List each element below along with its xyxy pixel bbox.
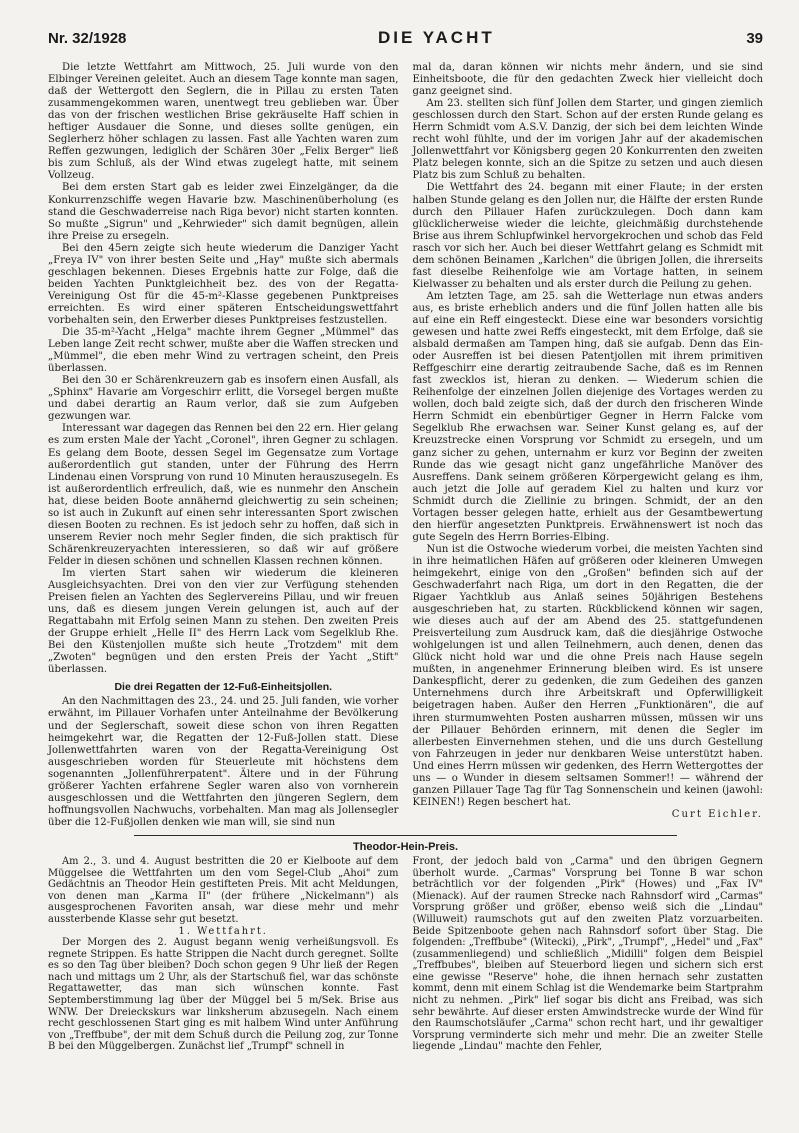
paragraph: Der Morgen des 2. August begann wenig verheißungsvoll. Es regnete Strippen. Es hatte Strippen die Nacht durch geregnet. Sollte es so den Tag über bleiben? Doch schon gegen 9 Uhr ließ der Regen nach und mittags um 2 Uhr, als der Startschuß fiel, war das schönste Regattawetter, das man sich wünschen konnte. Fast Septemberstimmung lag über der Müggel bei 5 m/Sek. Brise aus WNW. Der Dreieckskurs war linksherum abzusegeln. Nach einem recht geschlossenen Start ging es mit halbem Wind unter Anführung von „Treffbube", der mit dem Schuß durch die Peilung zog, zur Tonne B bei den Müggelbergen. Zunächst lief „Trumpf" schnell in — [48, 937, 399, 1053]
page-number: 39 — [746, 30, 763, 47]
paragraph: Die letzte Wettfahrt am Mittwoch, 25. Juli wurde von den Elbinger Vereinen geleitet. Auch an diesem Tage konnte man sagen, daß der Wettergott den Seglern, die in Pillau zu ersten Taten zusammengekommen waren, unentwegt treu geblieben war. Über das von der frischen westlichen Brise gekräuselte Haff schien in heftiger Ausdauer die Sonne, und dieses sollte genügen, ein Seglerherz höher schlagen zu lassen. Fast alle Yachten waren zum Reffen gezwungen, lediglich der Schären 30er „Felix Berger" ließ bis zum Schluß, als der Wind etwas zugelegt hatte, mit seinem Vollzeug. — [48, 62, 399, 182]
jollen-heading: Die drei Regatten der 12-Fuß-Einheitsjollen. — [114, 681, 333, 694]
paragraph: Interessant war dagegen das Rennen bei den 22 ern. Hier gelang es zum ersten Male der Yacht „Coronel", ihren Gegner zu schlagen. Es gelang dem Boote, dessen Segel im Gegensatze zum Vortage außerordentlich gut standen, unter der Führung des Herrn Lindenau einen Vorsprung von rund 10 Minuten herauszusegeln. Es ist außerordentlich erfreulich, daß, wie es nunmehr den Anschein hat, diese beiden Boote annähernd gleichwertig zu sein scheinen; so ist auch in Zukunft auf einen sehr interessanten Sport zwischen diesen Booten zu rechnen. Es ist jedoch sehr zu hoffen, daß sich in unserem Revier noch mehr Segler finden, die sich praktisch für Schärenkreuzeryachten interessieren, so daß wir auf größere Felder in diesen schönen und schnellen Klassen rechnen können. — [48, 423, 399, 567]
paragraph: Bei dem ersten Start gab es leider zwei Einzelgänger, da die Konkurrenzschiffe wegen Havarie bzw. Maschinenüberholung (es stand die Geschwaderreise nach Riga bevor) nicht starten konnten. So mußte „Sigrun" und „Kehrwieder" sich damit begnügen, allein ihre Preise zu ersegeln. — [48, 182, 399, 242]
paragraph: Die Wettfahrt des 24. begann mit einer Flaute; in der ersten halben Stunde gelang es den Jollen nur, die Hälfte der ersten Runde durch den Pillauer Hafen zurückzulegen. Doch dann kam glücklicherweise wieder die leichte, gleichmäßig durchstehende Brise aus ihrem Schlupfwinkel hervorgekrochen und schob das Feld rasch vor sich her. Auch bei dieser Wettfahrt gelang es Schmidt mit dem schönen Beinamen „Karlchen" die übrigen Jollen, die ihrerseits fast dieselbe Reihenfolge wie am Vortage hatten, in seinem Kielwasser zu behalten und als erster durch die Peilung zu gehen. — [412, 182, 763, 290]
paragraph: Im vierten Start sahen wir wiederum die kleineren Ausgleichsyachten. Drei von den vier zur Verfügung stehenden Preisen fielen an Yachten des Seglervereins Pillau, und wir freuen uns, daß es diesem jungen Verein gelungen ist, auch auf der Regattabahn mit Erfolg seinen Mann zu stehen. Den zweiten Preis der Gruppe erhielt „Helle II" des Herrn Lack vom Segelklub Rhe. Bei den Küstenjollen mußte sich heute „Trotzdem" mit dem „Zwoten" begnügen und den ersten Preis der Yacht „Stift" überlassen. — [48, 567, 399, 676]
magazine-title: DIE YACHT — [377, 28, 495, 47]
section-left-column — [48, 856, 399, 1053]
section-divider — [134, 835, 677, 836]
paragraph: Nun ist die Ostwoche wiederum vorbei, die meisten Yachten sind in ihre heimatlichen Häfen auf größeren oder kleineren Umwegen heimgekehrt, einige von den „Großen" befinden sich auf der Geschwaderfahrt nach Riga, um dort in den Regatten, die der Rigaer Yachtklub aus Anlaß seines 50jährigen Bestehens ausgeschrieben hat, zu starten. Rückblickend können wir sagen, wie dieses auch auf der am Abend des 25. stattgefundenen Preisverteilung zum Ausdruck kam, daß die diesjährige Ostwoche wohlgelungen ist und allen Teilnehmern, auch denen, denen das Glück nicht hold war und die ohne Preis nach Hause segeln mußten, in angenehmer Erinnerung bleiben wird. Es ist unsere Dankespflicht, derer zu gedenken, die zum Gedeihen des ganzen Unternehmens durch ihre Arbeitskraft und Opferwilligkeit beigetragen haben. Außer den Herren „Funktionären", die auf ihren sturmumwehten Posten ausharren müssen, müssen wir uns der Pillauer Behörden erinnern, mit denen die Segler im allerbesten Einvernehmen stehen, und die uns durch Gestellung von Fahrzeugen in jeder nur denkbaren Weise unterstützt haben. Und eines Herrn müssen wir gedenken, des Herrn Wettergottes der uns — o Wunder in diesem seltsamen Sommer!! — während der ganzen Pillauer Tage Tag für Tag Sonnenschein und keinen (jawohl: KEINEN!) Regen beschert hat. — [412, 543, 763, 808]
paragraph: Am letzten Tage, am 25. sah die Wetterlage nun etwas anders aus, es briste erheblich anders und die fünf Jollen hatten alle bis auf eine ein Reff eingesteckt. Diese eine war besonders vorsichtig gewesen und hatte zwei Reffs eingesteckt, mit dem Erfolge, daß sie alsbald dermaßen am Tampen hing, daß sie aufgab. Denn das Ein- oder Ausreffen ist bei diesen Patentjollen mit ihrem primitiven Reffgeschirr eine derartig zeitraubende Sache, daß es im Rennen fast zwecklos ist, hieran zu denken. — Wiederum schien die Reihenfolge der einzelnen Jollen diejenige des Vortages werden zu wollen, doch bald zeigte sich, daß der durch den frischeren Winde Herrn Schmidt ein ebenbürtiger Gegner in Herrn Falcke vom Segelklub Rhe erwachsen war. Seiner Kunst gelang es, auf der Kreuzstrecke einen Vorsprung vor Schmidt zu ersegeln, und um ganz sicher zu gehen, unternahm er kurz vor Beginn der zweiten Runde das wie gesagt nicht ganz ungefährliche Manöver des Ausreffens. Dank seinem größeren Körpergewicht gelang es ihm, auch jetzt die Jolle auf geradem Kiel zu halten und kurz vor Schmidt durch die Ziellinie zu bringen. Schmidt, der an den Vortagen besser gelegen hatte, erhielt aus der Gesamtbewertung den hierfür angesetzten Punktpreis. Erwähnenswert ist noch das gute Segeln des Herrn Borries-Elbing. — [412, 290, 763, 543]
left-column — [48, 62, 399, 829]
section-right-column — [413, 856, 764, 1053]
paragraph: Bei den 45ern zeigte sich heute wiederum die Danziger Yacht „Freya IV" von ihrer besten Seite und „Hay" mußte sich abermals geschlagen bekennen. Dieses Ergebnis hatte zur Folge, daß die beiden Yachten Punktgleichheit bez. des von der Regatta-Vereinigung Ost für die 45-m²-Klasse gegebenen Punktpreises erreichten. Es wird einer späteren Entscheidungswettfahrt vorbehalten sein, den Erwerber dieses Punktpreises festzustellen. — [48, 242, 399, 326]
paragraph: Bei den 30 er Schärenkreuzern gab es insofern einen Ausfall, als „Sphinx" Havarie am Vorgeschirr erlitt, die Vorsegel bergen mußte und dabei derartig an Raum verlor, daß sie zum Aufgeben gezwungen war. — [48, 375, 399, 423]
race-subheading: 1. Wettfahrt. — [178, 925, 268, 937]
paragraph: mal da, daran können wir nichts mehr ändern, und sie sind Einheitsboote, die für den gedachten Zweck hier vielleicht doch ganz geeignet sind. — [412, 62, 763, 98]
paragraph: Die 35-m²-Yacht „Helga" machte ihrem Gegner „Mümmel" das Leben lange Zeit recht schwer, mußte aber die Waffen strecken und „Mümmel", die eben mehr Wind zu vertragen scheint, den Preis überlassen. — [48, 327, 399, 375]
section-columns — [48, 856, 763, 1053]
paragraph: Front, der jedoch bald von „Carma" und den übrigen Gegnern überholt wurde. „Carmas" Vorsprung bei Tonne B war schon beträchtlich vor der folgenden „Pirk" (Howes) und „Fax IV" (Mienack). Auf der raumen Strecke nach Rahnsdorf wird „Carmas" Vorsprung größer und größer, ebenso weiß sich die „Lindau" (Willuweit) raumschots gut auf den zweiten Platz vorzuarbeiten. Beide Spitzenboote gehen nach Rahnsdorf sofort über Stag. Die folgenden: „Treffbube" (Witecki), „Pirk", „Trumpf", „Hedel" und „Fax" (zusammenliegend) und schließlich „Midilli" folgen dem Beispiel „Treffbubes", bleiben auf Steuerbord liegen und sichern sich erst eine gewisse "Reserve" hohe, die ihnen hernach sehr zustatten kommt, denn mit einem Schlag ist die Wendemarke beim Startprahm nicht zu nehmen. „Pirk" lief sogar bis dicht ans Freibad, was sich sehr bewährte. Auf dieser ersten Amwindstrecke wurde der Wind für den Raumschotsläufer „Carma" schon recht hart, und ihr gewaltiger Vorsprung verminderte sich mehr und mehr. Die an zweiter Stelle liegende „Lindau" machte den Fehler, — [412, 855, 763, 1053]
paragraph: An den Nachmittagen des 23., 24. und 25. Juli fanden, wie vorher erwähnt, im Pillauer Vorhafen unter Anteilnahme der Bevölkerung und der Seglerschaft, soweit diese schon von ihren Regatten heimgekehrt war, die Regatten der 12-Fuß-Jollen statt. Diese Jollenwettfahrten waren von der Regatta-Vereinigung Ost ausgeschrieben worden für Steuerleute mit höchstens dem sogenannten „Jollenführerpatent". Ältere und in der Führung größerer Yachten erfahrene Segler waren also von vornherein ausgeschlossen und die Wettfahrten den jüngeren Seglern, dem hoffnungsvollen Nachwuchs, vorbehalten. Man mag als Jollensegler über die 12-Fußjollen denken wie man will, sie sind nun — [48, 696, 399, 828]
paragraph: Am 23. stellten sich fünf Jollen dem Starter, und gingen ziemlich geschlossen durch den Start. Schon auf der ersten Runde gelang es Herrn Schmidt vom A.S.V. Danzig, der sich bei dem leichten Winde recht wohl fühlte, und der im vorigen Jahr auf der akademischen Jollenwettfahrt vor Königsberg gegen 20 Konkurrenten den zweiten Platz belegen konnte, sich an die Spitze zu setzen und auch diesen Platz bis zum Schluß zu behalten. — [412, 98, 763, 182]
page-header — [48, 28, 763, 56]
right-column — [413, 62, 764, 829]
author-signature: Curt Eichler. — [671, 808, 763, 820]
article-columns — [48, 62, 763, 829]
section-title: Theodor-Hein-Preis. — [352, 840, 459, 853]
issue-number: Nr. 32/1928 — [48, 30, 127, 47]
paragraph: Am 2., 3. und 4. August bestritten die 20 er Kielboote auf dem Müggelsee die Wettfahrten um den vom Segel-Club „Ahoi" zum Gedächtnis an Theodor Hein gestifteten Preis. Mit acht Meldungen, von denen man „Karma II" (der frühere „Nickelmann") als ausgesprochenen Favoriten ansah, war diese mehr und mehr aussterbende Klasse sehr gut besetzt. — [48, 855, 399, 925]
